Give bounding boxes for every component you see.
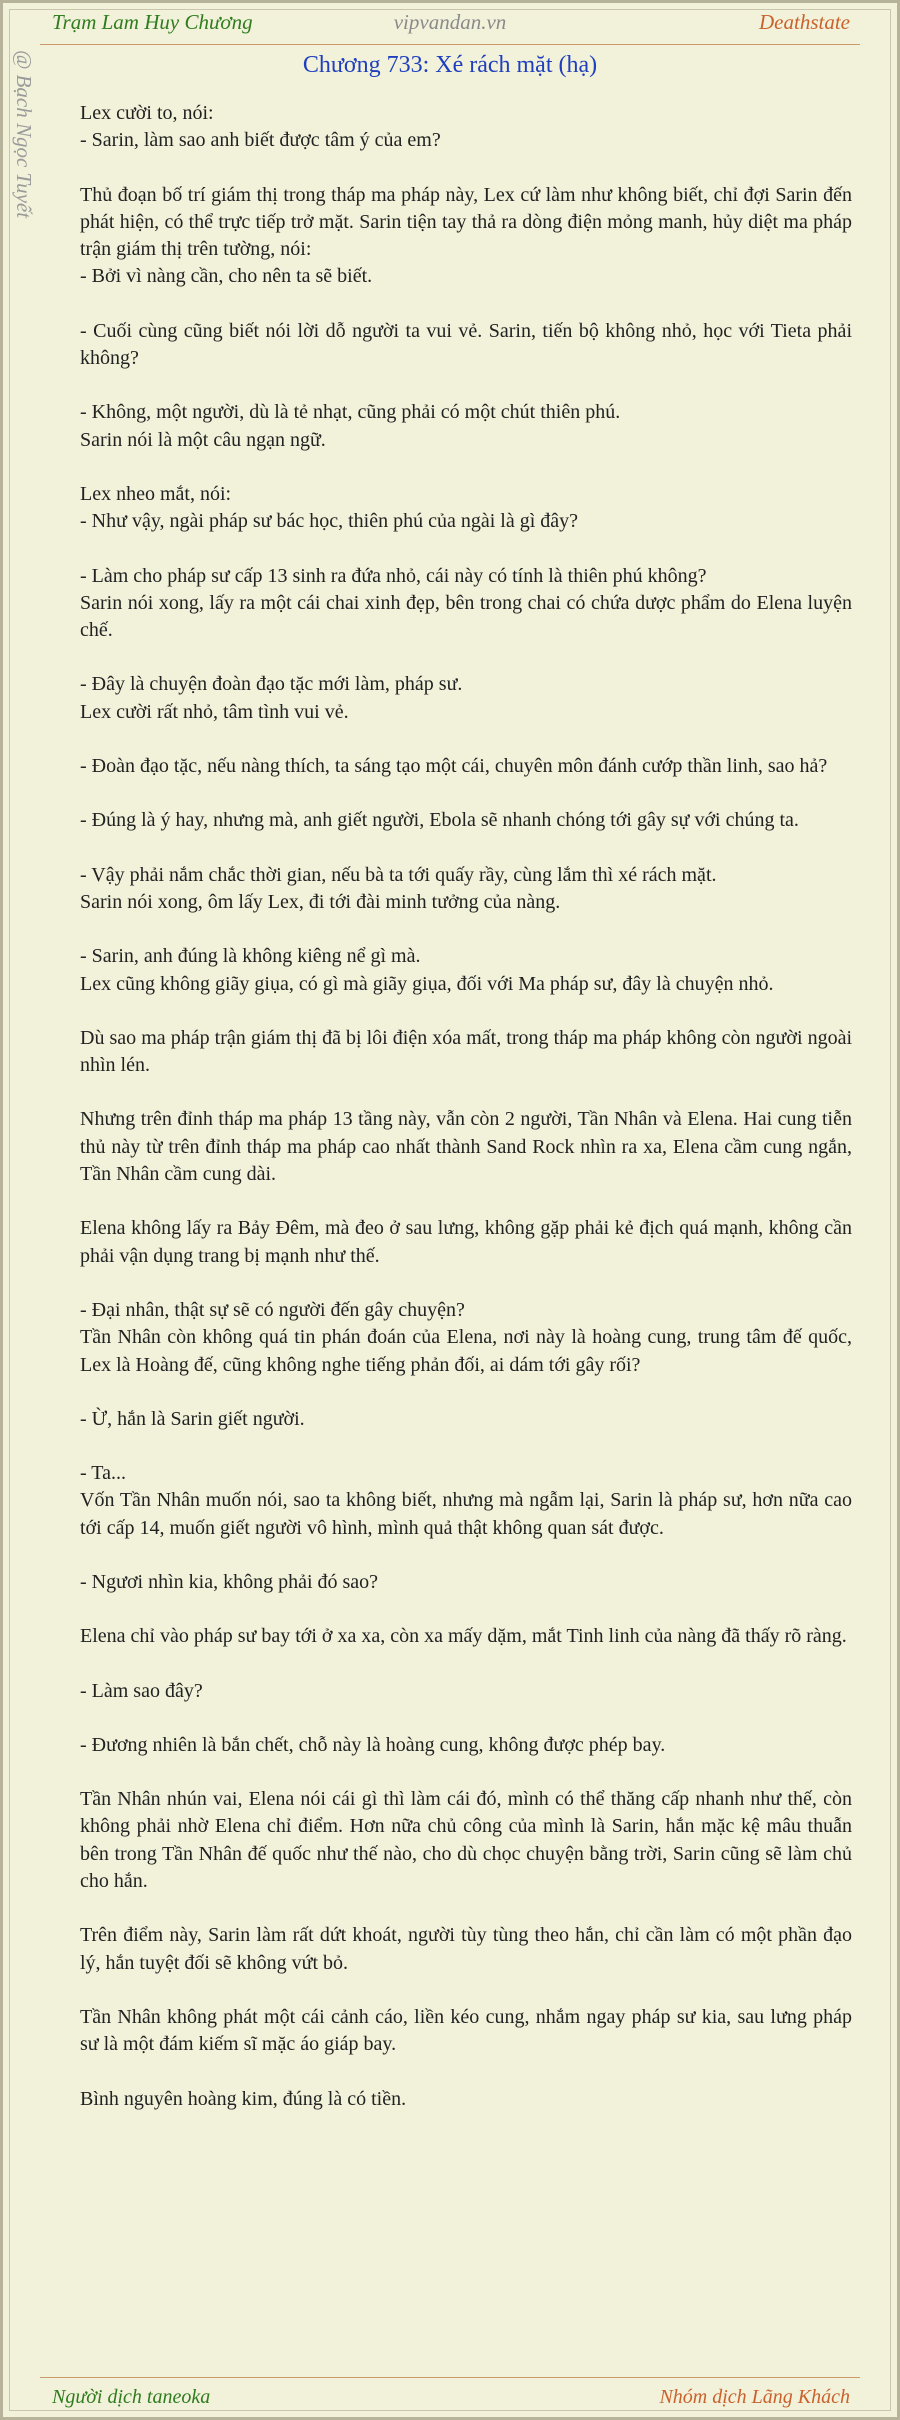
footer-divider [40,2377,860,2378]
dialogue-line: - Làm cho pháp sư cấp 13 sinh ra đứa nhỏ, cái này có tính là thiên phú không? [80,564,707,587]
dialogue-line: - Ta... [80,1462,126,1485]
site-name[interactable]: Trạm Lam Huy Chương [52,10,253,34]
dialogue-line: - Cuối cùng cũng biết nói lời dỗ người ta vui vẻ. Sarin, tiến bộ không nhỏ, học với Tieta phải không? [80,319,852,370]
paragraph: Tần Nhân còn không quá tin phán đoán của Elena, nơi này là hoàng cung, trung tâm đế quốc, Lex là Hoàng đế, cũng không nghe tiếng phản đối, ai dám tới gây rối? [80,1326,852,1376]
dialogue-line: - Đại nhân, thật sự sẽ có người đến gây chuyện? [80,1298,465,1321]
paragraph-gap [80,1079,852,1106]
paragraph: Bình nguyên hoàng kim, đúng là có tiền. [80,2087,407,2110]
dialogue-line: - Sarin, làm sao anh biết được tâm ý của em? [80,129,441,152]
paragraph: Lex cũng không giãy giụa, có gì mà giãy giụa, đối với Ma pháp sư, đây là chuyện nhỏ. [80,972,774,995]
paragraph-gap [80,1433,852,1460]
dialogue-line: - Đoàn đạo tặc, nếu nàng thích, ta sáng tạo một cái, chuyên môn đánh cướp thần linh, sao hả? [80,755,828,778]
dialogue-line: - Vậy phải nắm chắc thời gian, nếu bà ta tới quấy rầy, cùng lắm thì xé rách mặt. [80,863,717,886]
dialogue-line: - Sarin, anh đúng là không kiêng nể gì mà. [80,945,421,968]
dialogue-line: - Đây là chuyện đoàn đạo tặc mới làm, pháp sư. [80,673,463,696]
paragraph: Trên điểm này, Sarin làm rất dứt khoát, người tùy tùng theo hắn, chỉ cần làm có một phần đạo lý, hắn tuyệt đối sẽ không vứt bỏ. [80,1924,852,1974]
dialogue-line: - Ừ, hắn là Sarin giết người. [80,1407,305,1430]
dialogue-line: - Ngươi nhìn kia, không phải đó sao? [80,1570,379,1593]
page-footer [0,2380,900,2414]
paragraph-gap [80,1379,852,1406]
paragraph-gap [80,780,852,807]
translator-credit: Người dịch taneoka [52,2386,211,2408]
paragraph-gap [80,454,852,481]
paragraph-gap [80,1977,852,2004]
paragraph: Elena không lấy ra Bảy Đêm, mà đeo ở sau lưng, không gặp phải kẻ địch quá mạnh, không cần phải vận dụng trang bị mạnh như thế. [80,1217,852,1267]
paragraph-gap [80,644,852,671]
dialogue-line: - Đúng là ý hay, nhưng mà, anh giết người, Ebola sẽ nhanh chóng tới gây sự với chúng ta. [80,809,799,832]
dialogue-line: - Đương nhiên là bắn chết, chỗ này là hoàng cung, không được phép bay. [80,1733,666,1756]
paragraph-gap [80,1270,852,1297]
paragraph-gap [80,1542,852,1569]
paragraph-gap [80,1188,852,1215]
paragraph-gap [80,998,852,1025]
paragraph: Dù sao ma pháp trận giám thị đã bị lôi điện xóa mất, trong tháp ma pháp không còn người ngoài nhìn lén. [80,1026,852,1077]
paragraph-gap [80,2059,852,2086]
paragraph: Tần Nhân nhún vai, Elena nói cái gì thì làm cái đó, mình có thể thăng cấp nhanh như thế, còn không phải nhờ Elena chỉ điểm. Hơn nữa chủ công của mình là Sarin, hắn mặc kệ mâu thuẫn bên trong Tần Nhân đế quốc như thế nào, cho dù chọc chuyện bằng trời, Sarin cũng sẽ làm chủ cho hắn. [80,1788,852,1893]
paragraph: Sarin nói xong, lấy ra một cái chai xinh đẹp, bên trong chai có chứa dược phẩm do Elena luyện chế. [80,591,852,642]
paragraph: Sarin nói là một câu ngạn ngữ. [80,428,326,451]
paragraph-gap [80,1759,852,1786]
translation-group: Nhóm dịch Lãng Khách [659,2386,850,2408]
paragraph-gap [80,1596,852,1623]
paragraph: Tần Nhân không phát một cái cảnh cáo, liền kéo cung, nhắm ngay pháp sư kia, sau lưng pháp sư là một đám kiếm sĩ mặc áo giáp bay. [80,2005,852,2056]
chapter-title: Chương 733: Xé rách mặt (hạ) [302,52,598,78]
paragraph: Sarin nói xong, ôm lấy Lex, đi tới đài minh tưởng của nàng. [80,890,561,913]
paragraph-gap [80,726,852,753]
header-divider [40,44,860,45]
dialogue-line: - Bởi vì nàng cần, cho nên ta sẽ biết. [80,265,373,288]
site-domain[interactable]: vipvandan.vn [393,10,507,34]
paragraph-gap [80,1895,852,1922]
paragraph-gap [80,916,852,943]
paragraph: Lex nheo mắt, nói: [80,482,232,505]
paragraph: Lex cười to, nói: [80,102,214,124]
paragraph: Thủ đoạn bố trí giám thị trong tháp ma pháp này, Lex cứ làm như không biết, chỉ đợi Sarin đến phát hiện, có thể trực tiếp trở mặt. Sarin tiện tay thả ra dòng điện mỏng manh, hủy diệt ma pháp trận giám thị trên tường, nói: [80,183,852,261]
paragraph-gap [80,1705,852,1732]
paragraph-gap [80,291,852,318]
paragraph-gap [80,536,852,563]
watermark: @ Bạch Ngọc Tuyết [12,50,36,219]
story-title[interactable]: Deathstate [759,10,850,34]
dialogue-line: - Như vậy, ngài pháp sư bác học, thiên phú của ngài là gì đây? [80,510,579,533]
paragraph: Lex cười rất nhỏ, tâm tình vui vẻ. [80,700,349,723]
paragraph-gap [80,155,852,182]
paragraph-gap [80,372,852,399]
paragraph-gap [80,835,852,862]
page-header [0,0,900,44]
paragraph: Elena chỉ vào pháp sư bay tới ở xa xa, còn xa mấy dặm, mắt Tinh linh của nàng đã thấy rõ ràng. [80,1625,847,1648]
paragraph: Nhưng trên đỉnh tháp ma pháp 13 tầng này, vẫn còn 2 người, Tần Nhân và Elena. Hai cung tiễn thủ này từ trên đỉnh tháp ma pháp cao nhất thành Sand Rock nhìn ra xa, Elena cầm cung ngắn, Tần Nhân cầm cung dài. [80,1108,852,1186]
paragraph-gap [80,1651,852,1678]
dialogue-line: - Làm sao đây? [80,1679,203,1702]
paragraph: Vốn Tần Nhân muốn nói, sao ta không biết, nhưng mà ngẫm lại, Sarin là pháp sư, hơn nữa cao tới cấp 14, muốn giết người vô hình, mình quả thật không quan sát được. [80,1489,852,1539]
dialogue-line: - Không, một người, dù là tẻ nhạt, cũng phải có một chút thiên phú. [80,401,621,424]
chapter-body [80,100,852,2113]
